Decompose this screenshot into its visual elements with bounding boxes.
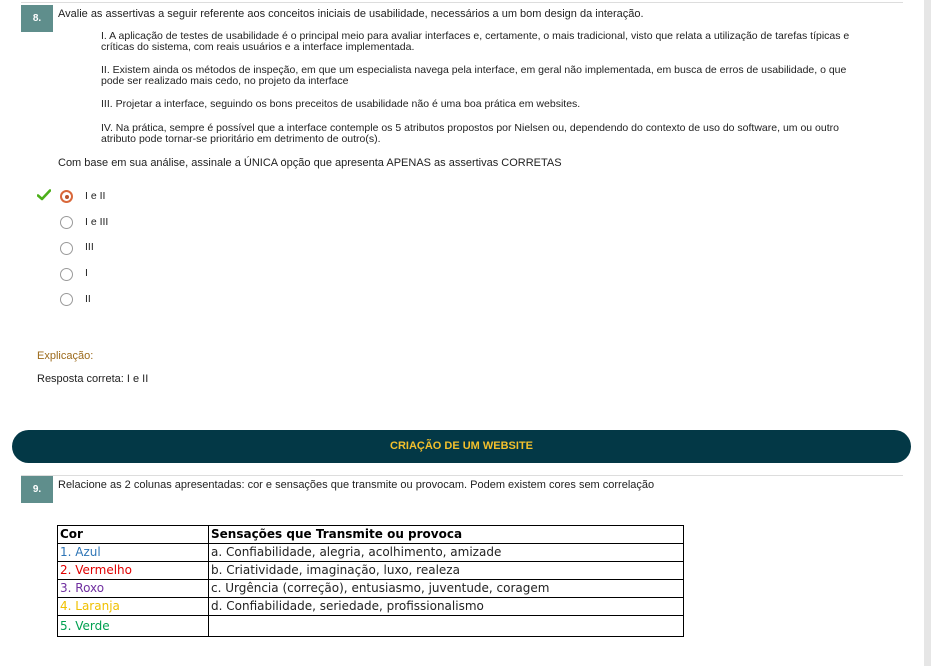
- option-radio-selected[interactable]: [60, 190, 73, 203]
- assertion-line: I. A aplicação de testes de usabilidade é o principal meio para avaliar interfaces e, certamente, o mais tradicional, visto que relata a utilização de tarefas típicas e: [101, 30, 850, 42]
- sensation-cell: d. Confiabilidade, seriedade, profissionalismo: [209, 598, 684, 616]
- question-number-badge: 8.: [21, 5, 53, 32]
- explanation-label: Explicação:: [37, 350, 94, 362]
- option-label[interactable]: III: [85, 241, 94, 253]
- table-row: [58, 562, 684, 580]
- assertion-item: [101, 65, 891, 87]
- assertion-item: [101, 123, 891, 145]
- sensation-cell: [209, 616, 684, 637]
- assertion-line: pode ser realizado mais cedo, no projeto da interface: [101, 75, 349, 87]
- sensation-cell: b. Criatividade, imaginação, luxo, realeza: [209, 562, 684, 580]
- option-label[interactable]: I e III: [85, 216, 109, 228]
- assertion-item: [101, 31, 891, 53]
- assertion-line: IV. Na prática, sempre é possível que a interface contemple os 5 atributos propostos por Nielsen ou, dependendo do contexto de uso do software, um ou outro: [101, 122, 839, 134]
- color-cell: 3. Roxo: [58, 580, 209, 598]
- section-banner: CRIAÇÃO DE UM WEBSITE: [12, 430, 911, 463]
- color-cell: 5. Verde: [58, 616, 209, 637]
- table-row: [58, 616, 684, 637]
- table-row: [58, 580, 684, 598]
- question-number-badge: 9.: [21, 476, 53, 503]
- column-header-color: Cor: [58, 526, 209, 544]
- assertion-item: [101, 99, 891, 110]
- option-radio[interactable]: [60, 293, 73, 306]
- question-divider: [21, 2, 903, 3]
- table-row: [58, 598, 684, 616]
- assertion-line: III. Projetar a interface, seguindo os bons preceitos de usabilidade não é uma boa prática em websites.: [101, 98, 581, 110]
- assertion-line: II. Existem ainda os métodos de inspeção, em que um especialista navega pela interface, em geral não implementada, em busca de erros de usabilidade, o que: [101, 64, 847, 76]
- assertion-line: críticas do sistema, com reais usuários e a interface implementada.: [101, 41, 415, 53]
- question-divider: [21, 475, 903, 476]
- correct-check-icon: [37, 189, 51, 201]
- table-row: [58, 544, 684, 562]
- column-header-sensation: Sensações que Transmite ou provoca: [209, 526, 684, 544]
- option-radio[interactable]: [60, 242, 73, 255]
- color-sensation-table: [57, 525, 684, 637]
- color-cell: 2. Vermelho: [58, 562, 209, 580]
- option-radio[interactable]: [60, 268, 73, 281]
- color-cell: 4. Laranja: [58, 598, 209, 616]
- correct-answer-text: Resposta correta: I e II: [37, 373, 149, 385]
- option-radio[interactable]: [60, 216, 73, 229]
- question-prompt: Relacione as 2 colunas apresentadas: cor e sensações que transmite ou provocam. Podem existem cores sem correlação: [58, 479, 655, 491]
- option-label[interactable]: I e II: [85, 190, 106, 202]
- table-header-row: [58, 526, 684, 544]
- instruction-text: Com base em sua análise, assinale a ÚNICA opção que apresenta APENAS as assertivas CORRETAS: [58, 157, 562, 169]
- scrollbar[interactable]: [924, 0, 931, 666]
- option-label[interactable]: I: [85, 267, 88, 279]
- question-prompt: Avalie as assertivas a seguir referente aos conceitos iniciais de usabilidade, necessários a um bom design da interação.: [58, 8, 644, 20]
- color-cell: 1. Azul: [58, 544, 209, 562]
- option-label[interactable]: II: [85, 293, 91, 305]
- sensation-cell: c. Urgência (correção), entusiasmo, juventude, coragem: [209, 580, 684, 598]
- assertion-line: atributo pode tornar-se prioritário em detrimento de outro(s).: [101, 133, 381, 145]
- sensation-cell: a. Confiabilidade, alegria, acolhimento, amizade: [209, 544, 684, 562]
